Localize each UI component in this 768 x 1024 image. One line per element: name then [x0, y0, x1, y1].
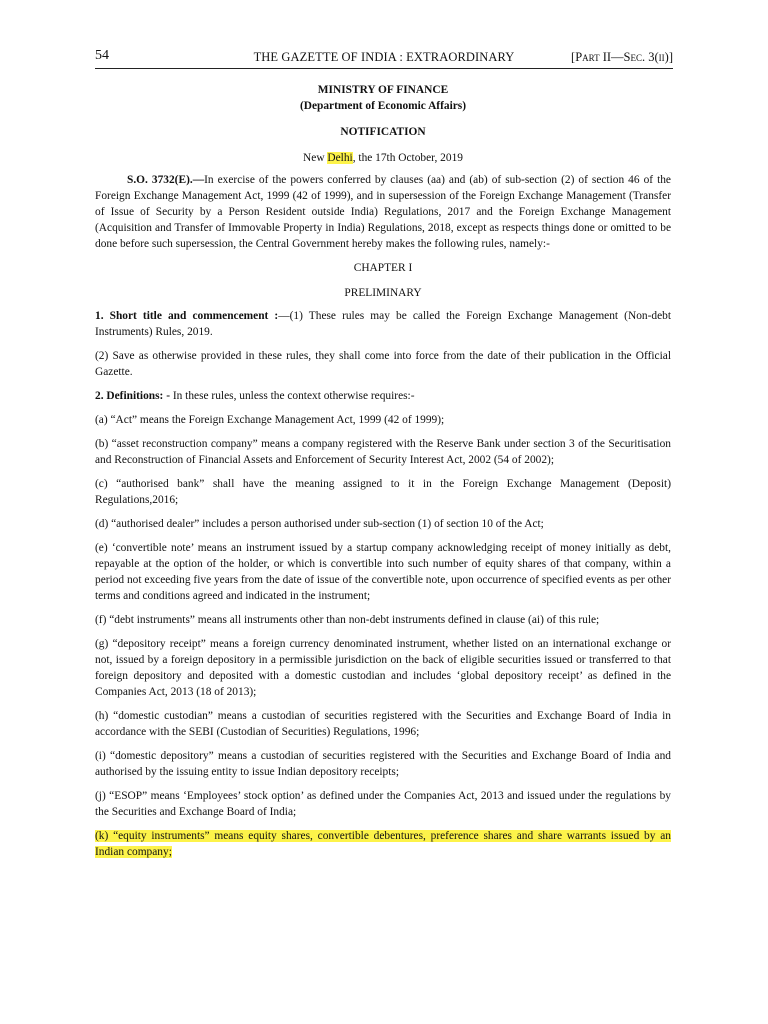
- notification-heading: NOTIFICATION: [340, 126, 426, 138]
- highlighted-place: Delhi: [327, 152, 353, 164]
- rule-1-text: —(1) These rules may be called the Foreign Exchange Management (Non-debt Instruments) Rules, 2019.: [95, 310, 671, 338]
- ministry-heading: MINISTRY OF FINANCE: [317, 84, 449, 96]
- highlighted-definition-k: (k) “equity instruments” means equity shares, convertible debentures, preference shares and share warrants issued by an Indian company;: [95, 830, 671, 858]
- gazette-title: THE GAZETTE OF INDIA : EXTRAORDINARY: [253, 50, 515, 64]
- definition-c: (c) “authorised bank” shall have the meaning assigned to it in the Foreign Exchange Management (Deposit) Regulations,2016;: [95, 478, 671, 506]
- so-number: S.O. 3732(E).—: [127, 174, 205, 186]
- definition-j: (j) “ESOP” means ‘Employees’ stock option’ as defined under the Companies Act, 2013 and issued under the regulations by the Securities and Exchange Board of India;: [95, 790, 671, 818]
- definition-b: (b) “asset reconstruction company” means a company registered with the Reserve Bank under section 3 of the Securitisation and Reconstruction of Financial Assets and Enforcement of Security Interest Act, 2002 (54 of 2002);: [95, 438, 671, 466]
- page-number: 54: [95, 48, 109, 63]
- rule-2-heading: 2. Definitions: -: [95, 390, 170, 402]
- chapter-title: PRELIMINARY: [344, 287, 422, 299]
- rule-1-heading: 1. Short title and commencement :: [95, 310, 279, 322]
- rule-2-text: In these rules, unless the context otherwise requires:-: [170, 390, 415, 402]
- definition-d: (d) “authorised dealer” includes a person authorised under sub-section (1) of section 10 of the Act;: [95, 518, 544, 530]
- rule-1: [95, 308, 671, 340]
- rule-1-2: (2) Save as otherwise provided in these rules, they shall come into force from the date of their publication in the Official Gazette.: [95, 350, 671, 378]
- page-header: [95, 48, 673, 68]
- definition-h: (h) “domestic custodian” means a custodian of securities registered with the Securities and Exchange Board of India in accordance with the SEBI (Custodian of Securities) Regulations, 1996;: [95, 710, 671, 738]
- preamble-text: In exercise of the powers conferred by clauses (aa) and (ab) of sub-section (2) of section 46 of the Foreign Exchange Management Act, 1999 (42 of 1999), and in supersession of the Foreign Exchange Management (Transfer of Issue of Security by a Person Resident outside India) Regulations, 2017 and the Foreign Exchange Management (Acquisition and Transfer of Immovable Property in India) Regulations, 2018, except as respects things done or omitted to be done before such supersession, the Central Government hereby makes the following rules, namely:-: [95, 174, 671, 250]
- header-rule: [95, 68, 673, 69]
- definition-g: (g) “depository receipt” means a foreign currency denominated instrument, whether listed on an international exchange or not, issued by a foreign depository in a permissible jurisdiction on the back of eligible securities issued or transferred to that foreign depository and deposited with a domestic custodian and includes ‘global depository receipt’ as defined in the Companies Act, 2013 (18 of 2013);: [95, 638, 671, 698]
- department-heading: (Department of Economic Affairs): [299, 100, 467, 112]
- place-suffix: , the 17th October, 2019: [352, 152, 463, 164]
- preamble-paragraph: [95, 172, 671, 252]
- part-section: [Part II—Sec. 3(ii)]: [571, 50, 673, 64]
- definition-e: (e) ‘convertible note’ means an instrument issued by a startup company acknowledging receipt of money initially as debt, repayable at the option of the holder, or which is convertible into such number of equity shares of that company, within a period not exceeding five years from the date of issue of the convertible note, upon occurrence of specified events as per other terms and conditions agreed and indicated in the instrument;: [95, 542, 671, 602]
- definition-i: (i) “domestic depository” means a custodian of securities registered with the Securities and Exchange Board of India and authorised by the issuing entity to issue Indian depository receipts;: [95, 750, 671, 778]
- document-body: [95, 80, 671, 868]
- definition-f: (f) “debt instruments” means all instruments other than non-debt instruments defined in clause (ai) of this rule;: [95, 614, 600, 626]
- rule-2: [95, 388, 671, 404]
- definition-k: [95, 828, 671, 860]
- chapter-heading: CHAPTER I: [353, 262, 413, 274]
- definition-a: (a) “Act” means the Foreign Exchange Management Act, 1999 (42 of 1999);: [95, 414, 445, 426]
- place-date-line: [95, 150, 671, 166]
- place-prefix: New: [303, 152, 328, 164]
